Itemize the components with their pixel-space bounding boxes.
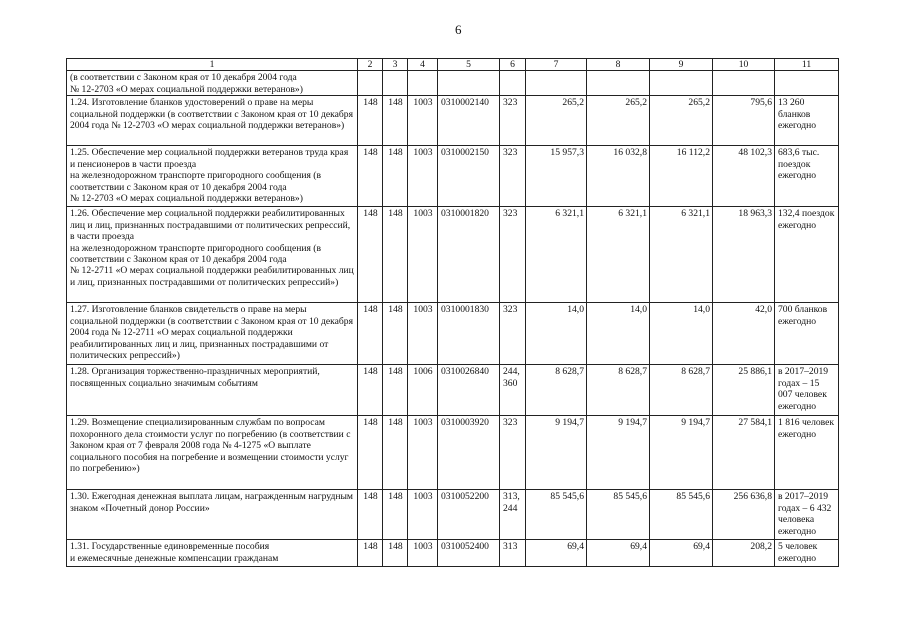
header-cell: 2 <box>358 59 383 71</box>
row-name-cell: 1.31. Государственные единовременные пособия и ежемесячные денежные компенсации гражданам <box>67 540 358 567</box>
cell-col5 <box>438 71 500 96</box>
cell-col5: 0310052400 <box>438 540 500 567</box>
header-cell: 6 <box>500 59 526 71</box>
table-row <box>67 207 839 303</box>
cell-col9: 16 112,2 <box>650 146 713 207</box>
cell-col2: 148 <box>358 146 383 207</box>
cell-col6: 313, 244 <box>500 490 526 540</box>
cell-col10: 18 963,3 <box>713 207 775 303</box>
cell-col6: 244, 360 <box>500 365 526 416</box>
cell-col8: 85 545,6 <box>587 490 650 540</box>
cell-col3 <box>383 71 408 96</box>
cell-col2: 148 <box>358 303 383 365</box>
table-row <box>67 490 839 540</box>
cell-col2: 148 <box>358 416 383 490</box>
cell-col11: 13 260 бланков ежегодно <box>775 96 839 146</box>
cell-col9: 8 628,7 <box>650 365 713 416</box>
cell-col4: 1003 <box>408 416 438 490</box>
row-name-cell: 1.29. Возмещение специализированным службам по вопросам похоронного дела стоимости услуг по погребению (в соответствии с Законом края от 7 февраля 2008 года № 4-1275 «О выплате социального пособия на погребение и возмещении стоимости услуг по погребению») <box>67 416 358 490</box>
cell-col3: 148 <box>383 146 408 207</box>
cell-col7: 69,4 <box>526 540 587 567</box>
cell-col6: 323 <box>500 303 526 365</box>
cell-col11: 683,6 тыс. поездок ежегодно <box>775 146 839 207</box>
cell-col7: 14,0 <box>526 303 587 365</box>
cell-col9: 69,4 <box>650 540 713 567</box>
row-name-cell: 1.25. Обеспечение мер социальной поддержки ветеранов труда края и пенсионеров в части проезда на железнодорожном транспорте пригородного сообщения (в соответствии с Законом края от 10 декабря 2004 года № 12-2703 «О мерах социальной поддержки ветеранов») <box>67 146 358 207</box>
cell-col5: 0310002150 <box>438 146 500 207</box>
cell-col4: 1003 <box>408 207 438 303</box>
cell-col10: 48 102,3 <box>713 146 775 207</box>
header-cell: 5 <box>438 59 500 71</box>
cell-col7: 9 194,7 <box>526 416 587 490</box>
cell-col2 <box>358 71 383 96</box>
cell-col8: 265,2 <box>587 96 650 146</box>
row-name-cell: 1.24. Изготовление бланков удостоверений о праве на меры социальной поддержки (в соответствии с Законом края от 10 декабря 2004 года № 12-2703 «О мерах социальной поддержки ветеранов») <box>67 96 358 146</box>
header-cell: 4 <box>408 59 438 71</box>
cell-col5: 0310001820 <box>438 207 500 303</box>
cell-col5: 0310026840 <box>438 365 500 416</box>
table-row <box>67 416 839 490</box>
header-row <box>67 59 839 71</box>
cell-col9: 14,0 <box>650 303 713 365</box>
cell-col6 <box>500 71 526 96</box>
cell-col6: 323 <box>500 416 526 490</box>
cell-col3: 148 <box>383 365 408 416</box>
cell-col9 <box>650 71 713 96</box>
cell-col4 <box>408 71 438 96</box>
table-row <box>67 71 839 96</box>
cell-col5: 0310003920 <box>438 416 500 490</box>
cell-col7: 265,2 <box>526 96 587 146</box>
cell-col9: 85 545,6 <box>650 490 713 540</box>
cell-col10: 27 584,1 <box>713 416 775 490</box>
cell-col3: 148 <box>383 303 408 365</box>
cell-col3: 148 <box>383 207 408 303</box>
header-cell: 3 <box>383 59 408 71</box>
cell-col2: 148 <box>358 207 383 303</box>
cell-col11 <box>775 71 839 96</box>
header-cell: 7 <box>526 59 587 71</box>
cell-col11: 5 человек ежегодно <box>775 540 839 567</box>
cell-col9: 265,2 <box>650 96 713 146</box>
row-name-cell: 1.26. Обеспечение мер социальной поддержки реабилитированных лиц и лиц, признанных пострадавшими от политических репрессий, в части проезда на железнодорожном транспорте пригородного сообщения (в соответствии с Законом края от 10 декабря 2004 года № 12-2711 «О мерах социальной поддержки реабилитированных лиц и лиц, признанных пострадавшими от политических репрессий») <box>67 207 358 303</box>
cell-col5: 0310052200 <box>438 490 500 540</box>
cell-col3: 148 <box>383 96 408 146</box>
cell-col5: 0310001830 <box>438 303 500 365</box>
cell-col7: 15 957,3 <box>526 146 587 207</box>
cell-col8: 14,0 <box>587 303 650 365</box>
cell-col8 <box>587 71 650 96</box>
header-cell: 11 <box>775 59 839 71</box>
cell-col7: 8 628,7 <box>526 365 587 416</box>
cell-col9: 9 194,7 <box>650 416 713 490</box>
cell-col11: 132,4 поездок ежегодно <box>775 207 839 303</box>
cell-col9: 6 321,1 <box>650 207 713 303</box>
row-name-cell: 1.27. Изготовление бланков свидетельств о праве на меры социальной поддержки (в соответствии с Законом края от 10 декабря 2004 года № 12-2711 «О мерах социальной поддержки реабилитированных лиц и лиц, признанных пострадавшими от политических репрессий») <box>67 303 358 365</box>
cell-col10: 795,6 <box>713 96 775 146</box>
cell-col10: 256 636,8 <box>713 490 775 540</box>
page-number: 6 <box>455 22 462 37</box>
table-row <box>67 303 839 365</box>
cell-col2: 148 <box>358 490 383 540</box>
cell-col3: 148 <box>383 416 408 490</box>
row-name-cell: 1.30. Ежегодная денежная выплата лицам, награжденным нагрудным знаком «Почетный донор России» <box>67 490 358 540</box>
cell-col7: 85 545,6 <box>526 490 587 540</box>
cell-col6: 323 <box>500 96 526 146</box>
cell-col2: 148 <box>358 365 383 416</box>
cell-col11: в 2017–2019 годах – 15 007 человек ежегодно <box>775 365 839 416</box>
header-cell: 10 <box>713 59 775 71</box>
cell-col6: 323 <box>500 146 526 207</box>
cell-col7: 6 321,1 <box>526 207 587 303</box>
table-row <box>67 365 839 416</box>
cell-col4: 1003 <box>408 303 438 365</box>
cell-col5: 0310002140 <box>438 96 500 146</box>
cell-col7 <box>526 71 587 96</box>
cell-col10: 42,0 <box>713 303 775 365</box>
cell-col11: в 2017–2019 годах – 6 432 человека ежегодно <box>775 490 839 540</box>
table-row <box>67 96 839 146</box>
header-cell: 1 <box>67 59 358 71</box>
cell-col11: 1 816 человек ежегодно <box>775 416 839 490</box>
header-cell: 9 <box>650 59 713 71</box>
cell-col10 <box>713 71 775 96</box>
cell-col8: 69,4 <box>587 540 650 567</box>
cell-col8: 9 194,7 <box>587 416 650 490</box>
cell-col8: 8 628,7 <box>587 365 650 416</box>
cell-col4: 1006 <box>408 365 438 416</box>
cell-col8: 16 032,8 <box>587 146 650 207</box>
cell-col2: 148 <box>358 540 383 567</box>
cell-col6: 313 <box>500 540 526 567</box>
table-row <box>67 540 839 567</box>
cell-col4: 1003 <box>408 490 438 540</box>
cell-col2: 148 <box>358 96 383 146</box>
table-row <box>67 146 839 207</box>
cell-col4: 1003 <box>408 96 438 146</box>
cell-col3: 148 <box>383 540 408 567</box>
budget-table <box>66 58 839 567</box>
row-name-cell: (в соответствии с Законом края от 10 декабря 2004 года № 12-2703 «О мерах социальной поддержки ветеранов») <box>67 71 358 96</box>
cell-col4: 1003 <box>408 540 438 567</box>
cell-col11: 700 бланков ежегодно <box>775 303 839 365</box>
row-name-cell: 1.28. Организация торжественно-праздничных мероприятий, посвященных социально значимым событиям <box>67 365 358 416</box>
cell-col10: 25 886,1 <box>713 365 775 416</box>
cell-col6: 323 <box>500 207 526 303</box>
cell-col4: 1003 <box>408 146 438 207</box>
header-cell: 8 <box>587 59 650 71</box>
cell-col10: 208,2 <box>713 540 775 567</box>
cell-col3: 148 <box>383 490 408 540</box>
cell-col8: 6 321,1 <box>587 207 650 303</box>
